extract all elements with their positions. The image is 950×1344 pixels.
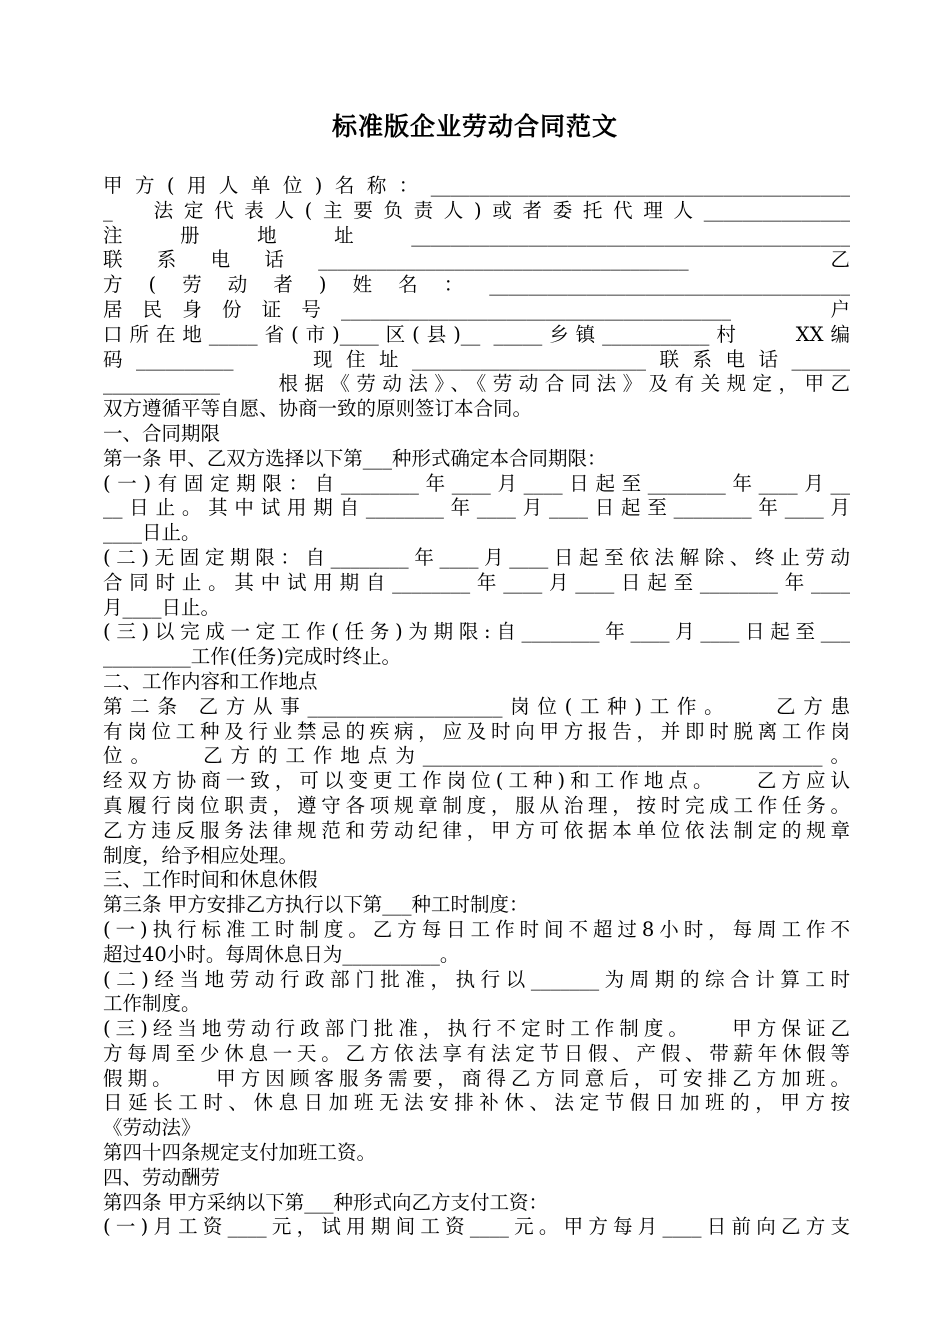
section-heading: 四、劳动酬劳 bbox=[103, 1165, 221, 1189]
section-heading: 三、工作时间和休息休假 bbox=[103, 868, 318, 892]
text-line: ____日止。 bbox=[103, 521, 201, 545]
section-heading: 二、工作内容和工作地点 bbox=[103, 669, 318, 693]
contract-body bbox=[103, 174, 850, 1240]
section-heading: 一、合同期限 bbox=[103, 421, 221, 445]
text-line: (一)月工资____元，试用期间工资____元。甲方每月____日前向乙方支 bbox=[103, 1215, 850, 1239]
text-line: 口所在地_____省(市)____区(县)__ _____乡镇___________村 XX编 bbox=[103, 322, 850, 346]
text-line: 有岗位工种及行业禁忌的疾病，应及时向甲方报告，并即时脱离工作岗 bbox=[103, 719, 850, 743]
text-line: (二)经当地劳动行政部门批准，执行以_______为周期的综合计算工时 bbox=[103, 967, 850, 991]
text-line: 《劳动法》 bbox=[103, 1116, 201, 1140]
text-line: 制度，给予相应处理。 bbox=[103, 843, 299, 867]
text-line: 居民身份证号________________________________________ 户 bbox=[103, 297, 850, 321]
text-line: 真履行岗位职责，遵守各项规章制度，服从治理，按时完成工作任务。 bbox=[103, 793, 850, 817]
text-line: 第一条 甲、乙双方选择以下第___种形式确定本合同期限： bbox=[103, 446, 607, 470]
text-line: 乙方违反服务法律规范和劳动纪律，甲方可依据本单位依法制定的规章 bbox=[103, 818, 850, 842]
text-line: (二)无固定期限：自________年____月____日起至依法解除、终止劳动 bbox=[103, 545, 850, 569]
text-line: 双方遵循平等自愿、协商一致的原则签订本合同。 bbox=[103, 397, 533, 421]
text-line: __日止。其中试用期自________年____月____日起至________年____月 bbox=[103, 496, 850, 520]
text-line: (三)以完成一定工作(任务)为期限:自________年____月____日起至___ bbox=[103, 620, 850, 644]
text-line: 方(劳动者)姓名：_____________________________________ bbox=[103, 273, 850, 297]
text-line: 假期。 甲方因顾客服务需要，商得乙方同意后，可安排乙方加班。 bbox=[103, 1066, 850, 1090]
text-line: 工作制度。 bbox=[103, 992, 201, 1016]
document-title: 标准版企业劳动合同范文 bbox=[331, 112, 618, 141]
text-line: 第四十四条规定支付加班工资。 bbox=[103, 1141, 377, 1165]
text-line: 月____日止。 bbox=[103, 595, 221, 619]
text-line: _ 法定代表人(主要负责人)或者委托代理人_______________ bbox=[103, 198, 850, 222]
text-line: (一)有固定期限：自________年____月____日起至________年____月__ bbox=[103, 471, 850, 495]
text-line: ____________ 根据《劳动法》、《劳动合同法》及有关规定，甲乙 bbox=[103, 372, 850, 396]
text-line: 位。 乙方的工作地点为_________________________________________。 bbox=[103, 744, 850, 768]
text-line: 日延长工时、休息日加班无法安排补休、法定节假日加班的，甲方按 bbox=[103, 1091, 850, 1115]
text-line: 甲方(用人单位)名称：___________________________________________ bbox=[103, 174, 850, 197]
text-line: 经双方协商一致，可以变更工作岗位(工种)和工作地点。 乙方应认 bbox=[103, 769, 850, 793]
text-line: 联系电话______________________________________ 乙 bbox=[103, 248, 850, 272]
text-line: 合同时止。其中试用期自________年____月____日起至________年____ bbox=[103, 570, 850, 594]
text-line: 方每周至少休息一天。乙方依法享有法定节日假、产假、带薪年休假等 bbox=[103, 1041, 850, 1065]
text-line: 第四条 甲方采纳以下第___种形式向乙方支付工资： bbox=[103, 1190, 548, 1214]
text-line: 超过40小时。每周休息日为__________。 bbox=[103, 942, 460, 966]
text-line: (一)执行标准工时制度。乙方每日工作时间不超过8小时，每周工作不 bbox=[103, 917, 850, 941]
text-line: 码__________ 现住址________________________联系电话______ bbox=[103, 347, 850, 371]
text-line: 注册地址_____________________________________________ bbox=[103, 223, 850, 247]
text-line: 第三条 甲方安排乙方执行以下第___种工时制度： bbox=[103, 893, 529, 917]
text-line: 第二条 乙方从事____________________岗位(工种)工作。 乙方患 bbox=[103, 694, 850, 718]
text-line: _________工作(任务)完成时终止。 bbox=[103, 645, 401, 669]
text-line: (三)经当地劳动行政部门批准，执行不定时工作制度。 甲方保证乙 bbox=[103, 1017, 850, 1041]
